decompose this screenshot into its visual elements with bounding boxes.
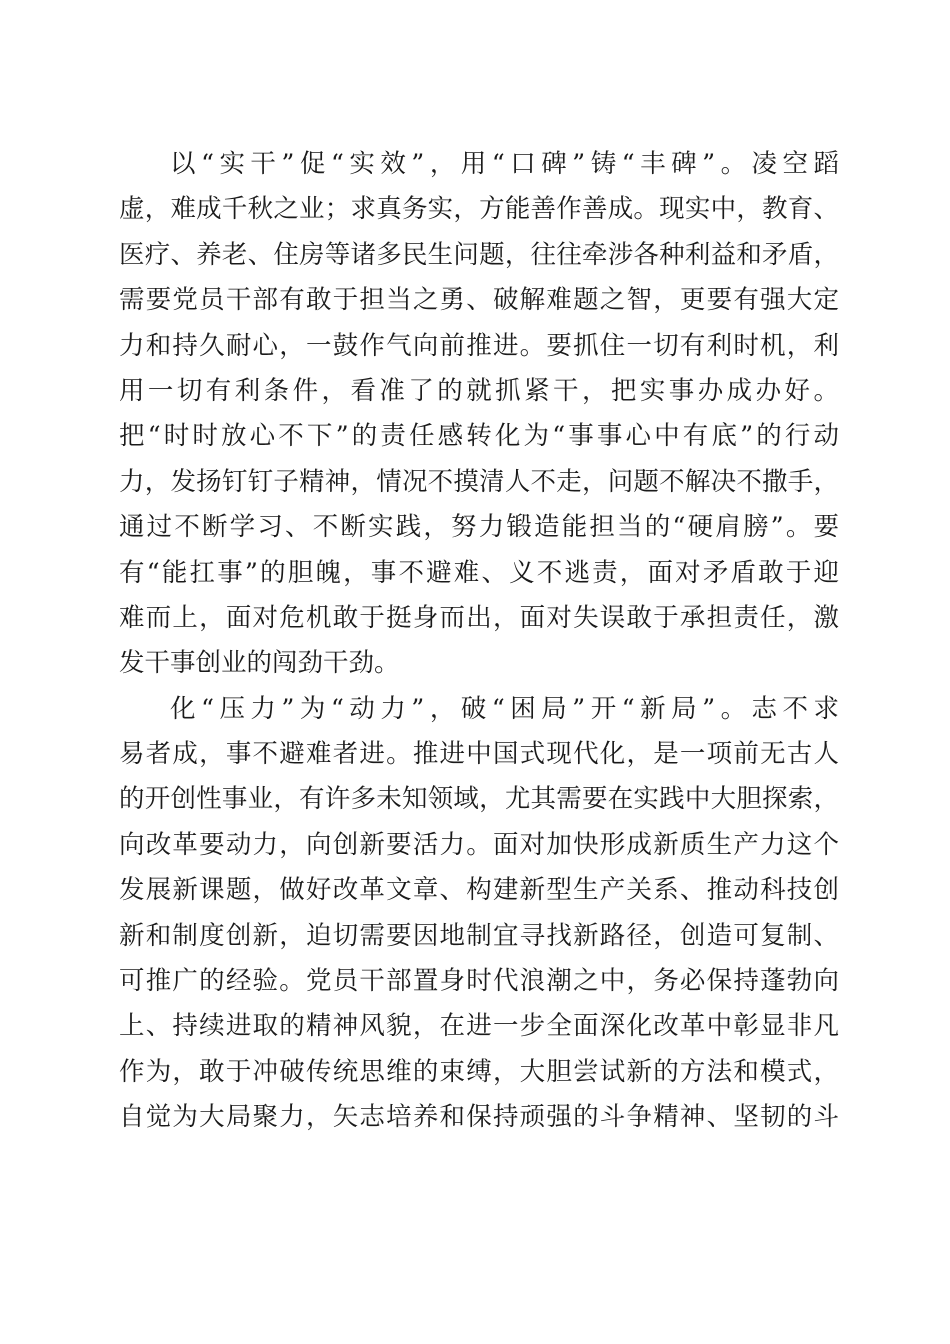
text-line: 以“实干”促“实效”，用“口碑”铸“丰碑”。凌空蹈 — [170, 149, 839, 179]
text-line: 向改革要动力，向创新要活力。面对加快形成新质生产力这个 — [119, 829, 839, 860]
text-line: 通过不断学习、不断实践，努力锻造能担当的“硬肩膀”。要 — [119, 512, 839, 543]
text-line: 化“压力”为“动力”，破“困局”开“新局”。志不求 — [170, 693, 839, 724]
text-line: 虚，难成千秋之业；求真务实，方能善作善成。现实中，教育、 — [119, 194, 839, 225]
text-line: 力和持久耐心，一鼓作气向前推进。要抓住一切有利时机，利 — [119, 330, 839, 361]
paragraph-2 — [119, 687, 839, 1141]
text-line: 新和制度创新，迫切需要因地制宜寻找新路径，创造可复制、 — [119, 920, 839, 951]
text-line: 用一切有利条件，看准了的就抓紧干，把实事办成办好。 — [119, 375, 839, 406]
text-line: 力，发扬钉钉子精神，情况不摸清人不走，问题不解决不撒手， — [119, 466, 839, 497]
paragraph-1 — [119, 142, 839, 687]
text-line: 把“时时放心不下”的责任感转化为“事事心中有底”的行动 — [119, 421, 839, 452]
text-line: 作为，敢于冲破传统思维的束缚，大胆尝试新的方法和模式， — [119, 1056, 839, 1087]
text-line: 易者成，事不避难者进。推进中国式现代化，是一项前无古人 — [119, 739, 839, 770]
text-line: 自觉为大局聚力，矢志培养和保持顽强的斗争精神、坚韧的斗 — [119, 1102, 839, 1133]
body-text — [119, 142, 839, 1141]
text-line: 需要党员干部有敢于担当之勇、破解难题之智，更要有强大定 — [119, 285, 839, 316]
text-line: 医疗、养老、住房等诸多民生问题，往往牵涉各种利益和矛盾， — [119, 239, 839, 270]
text-line: 上、持续进取的精神风貌，在进一步全面深化改革中彰显非凡 — [119, 1011, 839, 1042]
text-line: 有“能扛事”的胆魄，事不避难、义不逃责，面对矛盾敢于迎 — [119, 557, 839, 588]
text-line: 的开创性事业，有许多未知领域，尤其需要在实践中大胆探索， — [119, 784, 839, 815]
text-line: 难而上，面对危机敢于挺身而出，面对失误敢于承担责任，激 — [119, 602, 839, 633]
text-line: 发展新课题，做好改革文章、构建新型生产关系、推动科技创 — [119, 875, 839, 906]
text-line: 发干事创业的闯劲干劲。 — [119, 648, 400, 679]
text-line: 可推广的经验。党员干部置身时代浪潮之中，务必保持蓬勃向 — [119, 966, 839, 997]
